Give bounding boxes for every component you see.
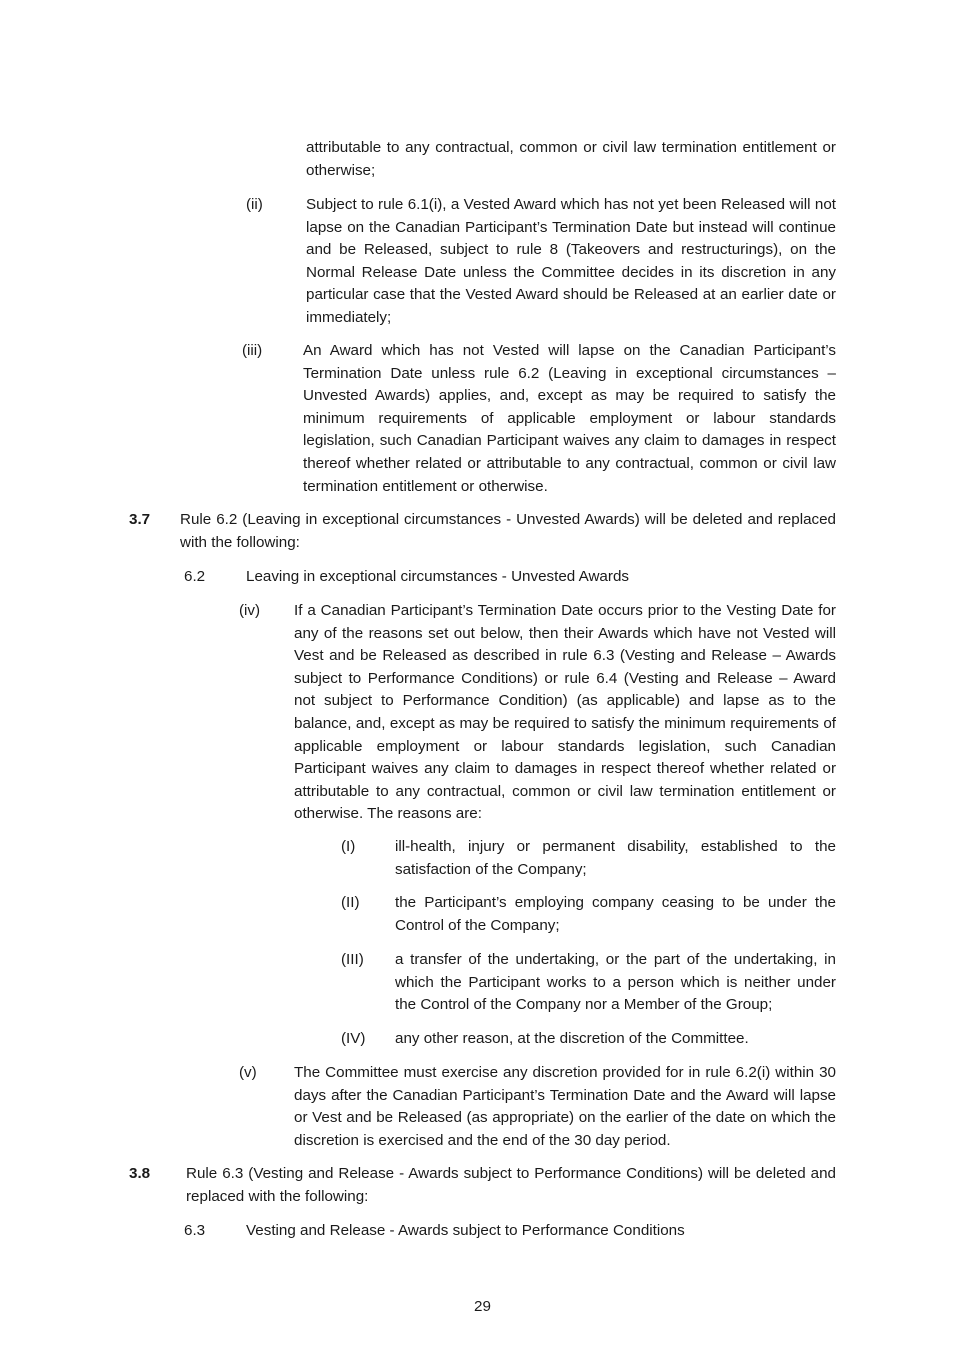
section-3-7-number: 3.7 [129, 511, 151, 528]
clause-iii-number: (iii) [242, 342, 263, 359]
section-3-8-number: 3.8 [129, 1165, 151, 1182]
reason-II-text: the Participant’s employing company ceasing to be under the Control of the Company; [395, 894, 836, 934]
reason-I-text: ill-health, injury or permanent disability, established to the satisfaction of the Company; [395, 838, 836, 878]
clause-v-text: The Committee must exercise any discretion provided for in rule 6.2(i) within 30 days after the Canadian Participant’s Termination Date and the Award will lapse or Vest and be Released (as appropriate) on the earlier of the date on which the discretion is exercised and the end of the 30 day period. [294, 1064, 836, 1149]
clause-ii-number: (ii) [246, 196, 263, 213]
clause-ii-text: Subject to rule 6.1(i), a Vested Award which has not yet been Released will not lapse on the Canadian Participant’s Termination Date but instead will continue and be Released, subject to rule 8 (Takeovers and restructurings), on the Normal Release Date unless the Committee decides in its discretion in any particular case that the Vested Award should be Released at an earlier date or immediately; [306, 196, 836, 326]
clause-v-number: (v) [239, 1064, 257, 1081]
rule-6-2-number: 6.2 [184, 568, 206, 585]
clause-iv-text: If a Canadian Participant’s Termination Date occurs prior to the Vesting Date for any of the reasons set out below, then their Awards which have not Vested will Vest and be Released as described in rule 6.3 (Vesting and Release – Awards subject to Performance Conditions) or rule 6.4 (Vesting and Release – Award not subject to Performance Condition) (as applicable) and lapse as to the balance, and, except as may be required to satisfy the minimum requirements of applicable employment or labour standards legislation, such Canadian Participant waives any claim to damages in respect thereof whether related or attributable to any contractual, common or civil law termination entitlement or otherwise. The reasons are: [294, 602, 836, 823]
continuation-paragraph: attributable to any contractual, common or civil law termination entitlement or otherwise; [306, 139, 836, 179]
rule-6-3-heading: Vesting and Release - Awards subject to Performance Conditions [246, 1222, 685, 1239]
clause-iv-number: (iv) [239, 602, 261, 619]
reason-IV-text: any other reason, at the discretion of the Committee. [395, 1030, 749, 1047]
rule-6-3-number: 6.3 [184, 1222, 206, 1239]
reason-I-number: (I) [341, 838, 356, 855]
clause-iii-text: An Award which has not Vested will lapse on the Canadian Participant’s Termination Date unless rule 6.2 (Leaving in exceptional circumstances – Unvested Awards) applies, and, except as may be required to satisfy the minimum requirements of applicable employment or labour standards legislation, such Canadian Participant waives any claim to damages in respect thereof whether related or attributable to any contractual, common or civil law termination entitlement or otherwise. [303, 342, 836, 495]
page-number: 29 [474, 1298, 491, 1315]
reason-IV-number: (IV) [341, 1030, 366, 1047]
reason-III-number: (III) [341, 951, 364, 968]
section-3-8-text: Rule 6.3 (Vesting and Release - Awards subject to Performance Conditions) will be deleted and replaced with the following: [186, 1165, 836, 1205]
rule-6-2-heading: Leaving in exceptional circumstances - Unvested Awards [246, 568, 629, 585]
reason-II-number: (II) [341, 894, 360, 911]
section-3-7-text: Rule 6.2 (Leaving in exceptional circumstances - Unvested Awards) will be deleted and replaced with the following: [180, 511, 836, 551]
reason-III-text: a transfer of the undertaking, or the part of the undertaking, in which the Participant works to a person which is neither under the Control of the Company nor a Member of the Group; [395, 951, 836, 1014]
